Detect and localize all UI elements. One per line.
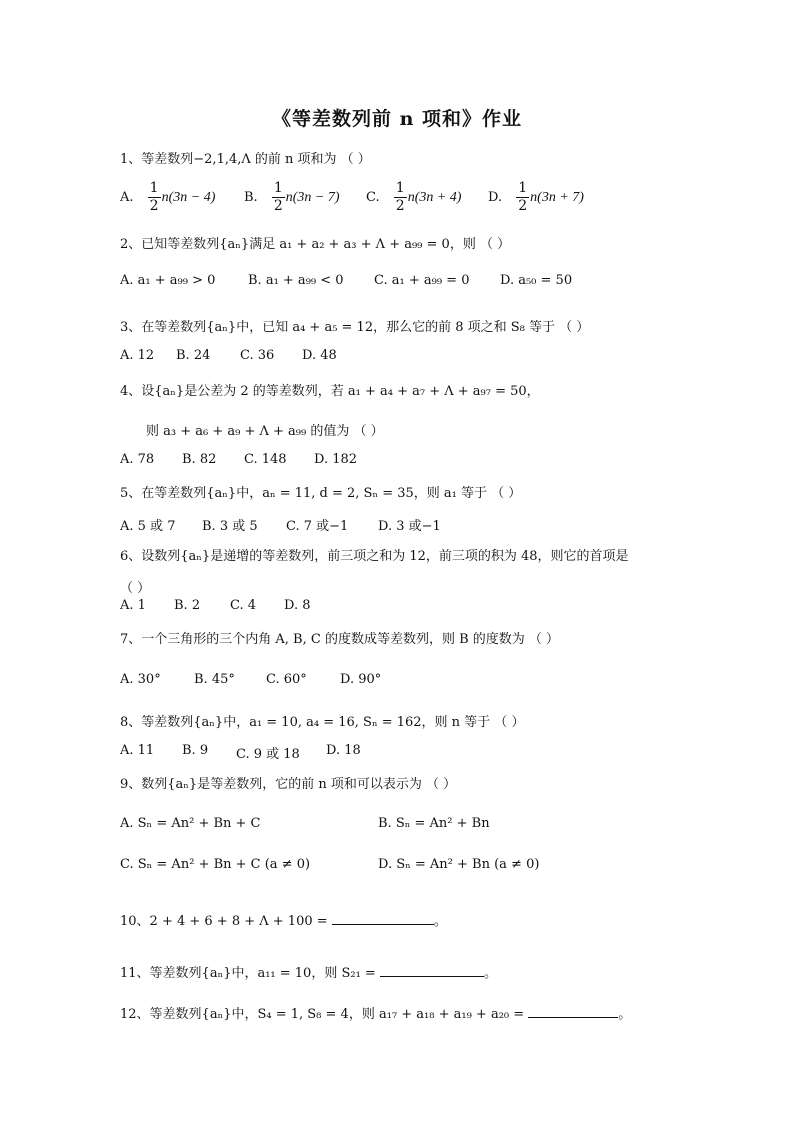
q4-option-b: B. 82 [182,452,217,467]
q1-option-a-fraction [148,180,161,215]
question-11-tail: 。 [483,966,497,981]
question-12 [120,1003,631,1022]
question-6-bracket: （ ） [120,581,151,596]
q7-option-c: C. 60° [266,672,307,687]
question-2-stem: 2、已知等差数列{aₙ}满足 a₁ + a₂ + a₃ + Λ + a₉₉ = 0，则 （ ） [120,237,511,252]
page-title: 《等差数列前 n 项和》作业 [271,108,523,130]
q9-option-b: B. Sₙ = An² + Bn [378,816,490,831]
question-1-stem: 1、等差数列−2,1,4,Λ 的前 n 项和为 （ ） [120,152,371,167]
q1-a-expression: n(3n − 4) [161,190,216,205]
q2-option-c: C. a₁ + a₉₉ = 0 [374,273,470,288]
question-4-stem: 4、设{aₙ}是公差为 2 的等差数列，若 a₁ + a₄ + a₇ + Λ + a₉₇ = 50， [120,384,540,399]
q3-option-c: C. 36 [240,348,275,363]
q1-b-denominator: 2 [273,198,283,214]
q1-option-d-fraction [516,180,529,215]
q1-option-c [366,180,461,215]
q1-b-numerator: 1 [273,180,283,196]
question-11-stem: 11、等差数列{aₙ}中，a₁₁ = 10，则 S₂₁ = [120,966,376,981]
q8-option-a: A. 11 [120,743,155,758]
q4-option-c: C. 148 [244,452,287,467]
q8-option-d: D. 18 [326,743,361,758]
question-11 [120,962,497,981]
q1-b-expression: n(3n − 7) [285,190,340,205]
q9-option-a: A. Sₙ = An² + Bn + C [120,816,261,831]
q9-option-d: D. Sₙ = An² + Bn (a ≠ 0) [378,857,540,872]
q2-option-a: A. a₁ + a₉₉ > 0 [120,273,216,288]
question-9-stem: 9、数列{aₙ}是等差数列，它的前 n 项和可以表示为 （ ） [120,777,457,792]
q3-option-a: A. 12 [120,348,155,363]
q5-option-a: A. 5 或 7 [120,519,176,534]
q1-c-denominator: 2 [395,198,405,214]
q8-option-c: C. 9 或 18 [236,747,300,762]
q4-option-d: D. 182 [314,452,358,467]
q1-d-numerator: 1 [518,180,528,196]
question-7-stem: 7、一个三角形的三个内角 A, B, C 的度数成等差数列，则 B 的度数为 （ ） [120,632,560,647]
q3-option-d: D. 48 [302,348,337,363]
q5-option-d: D. 3 或−1 [378,519,441,534]
q7-option-a: A. 30° [120,672,161,687]
q2-option-d: D. a₅₀ = 50 [500,273,573,288]
question-8-stem: 8、等差数列{aₙ}中，a₁ = 10, a₄ = 16, Sₙ = 162，则 n 等于 （ ） [120,715,525,730]
q6-option-d: D. 8 [284,598,311,613]
q1-d-expression: n(3n + 7) [530,190,584,205]
q7-option-b: B. 45° [194,672,235,687]
q1-option-c-fraction [394,180,407,215]
question-10-stem: 10、2 + 4 + 6 + 8 + Λ + 100 = [120,914,328,929]
q1-a-denominator: 2 [149,198,159,214]
answer-blank-10[interactable] [332,924,434,925]
q6-option-c: C. 4 [230,598,257,613]
q6-option-a: A. 1 [120,598,146,613]
q6-option-b: B. 2 [174,598,201,613]
q1-option-a-label: A. [120,190,134,205]
q4-option-a: A. 78 [120,452,155,467]
answer-blank-11[interactable] [380,976,484,977]
q1-option-d [488,180,584,215]
q3-option-b: B. 24 [176,348,211,363]
q1-option-a [120,180,215,215]
q9-option-c: C. Sₙ = An² + Bn + C (a ≠ 0) [120,857,311,872]
question-5-stem: 5、在等差数列{aₙ}中，aₙ = 11, d = 2, Sₙ = 35，则 a₁ 等于 （ ） [120,486,522,501]
question-10 [120,910,447,929]
q8-option-b: B. 9 [182,743,209,758]
q7-option-d: D. 90° [340,672,382,687]
question-10-tail: 。 [433,914,447,929]
q1-c-numerator: 1 [395,180,405,196]
question-6-stem: 6、设数列{aₙ}是递增的等差数列，前三项之和为 12，前三项的积为 48，则它的首项是 [120,549,629,564]
answer-blank-12[interactable] [528,1017,618,1018]
q1-a-numerator: 1 [149,180,159,196]
q5-option-b: B. 3 或 5 [202,519,258,534]
q1-c-expression: n(3n + 4) [407,190,462,205]
q1-option-d-label: D. [488,190,503,205]
q1-option-c-label: C. [366,190,380,205]
question-3-stem: 3、在等差数列{aₙ}中，已知 a₄ + a₅ = 12，那么它的前 8 项之和 S₈ 等于 （ ） [120,320,590,335]
q1-option-b [244,180,340,215]
q1-d-denominator: 2 [518,198,528,214]
q1-option-b-fraction [272,180,285,215]
q5-option-c: C. 7 或−1 [286,519,349,534]
q2-option-b: B. a₁ + a₉₉ < 0 [248,273,344,288]
question-4-stem-cont: 则 a₃ + a₆ + a₉ + Λ + a₉₉ 的值为 （ ） [146,424,384,439]
question-12-stem: 12、等差数列{aₙ}中，S₄ = 1, S₈ = 4，则 a₁₇ + a₁₈ + a₁₉ + a₂₀ = [120,1007,525,1022]
question-12-tail: 。 [618,1007,632,1022]
q1-option-b-label: B. [244,190,258,205]
